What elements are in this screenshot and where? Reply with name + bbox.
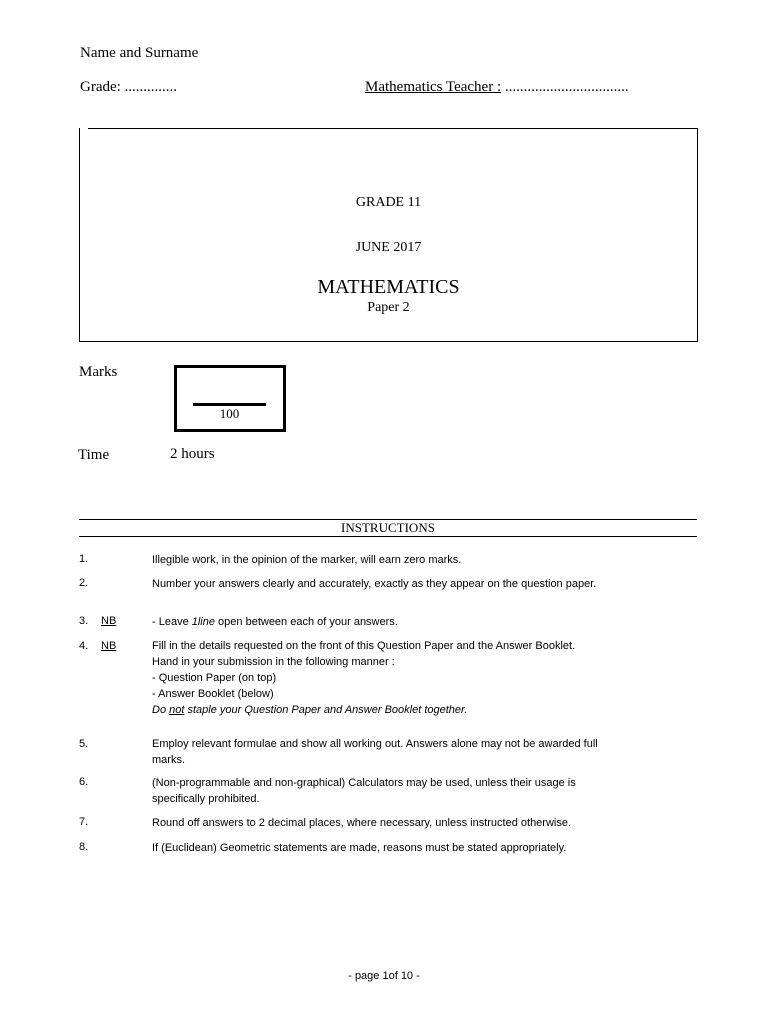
exam-date: JUNE 2017: [355, 240, 422, 255]
teacher-dots: .................................: [501, 79, 629, 95]
marks-label: Marks: [79, 364, 118, 380]
instruction-text: Illegible work, in the opinion of the marker, will earn zero marks.: [152, 554, 462, 566]
instruction-text-part: staple your Question Paper and Answer Booklet together.: [184, 704, 468, 716]
instruction-line: Hand in your submission in the following manner :: [152, 656, 395, 668]
instruction-number: 8.: [79, 841, 89, 853]
instruction-text-part: open between each of your answers.: [215, 616, 398, 628]
instruction-text-underlined: not: [169, 704, 185, 716]
marks-total: 100: [219, 406, 240, 421]
title-box-notch: [80, 124, 88, 130]
instruction-number: 3.: [79, 615, 89, 627]
instruction-number: 6.: [79, 776, 89, 788]
instruction-line: - Answer Booklet (below): [152, 688, 274, 700]
subject-title: MATHEMATICS: [317, 276, 460, 298]
title-box: [79, 128, 698, 342]
instruction-line: Fill in the details requested on the front of this Question Paper and the Answer Booklet.: [152, 640, 576, 652]
instruction-text: [152, 638, 622, 718]
instruction-text-part: Do: [152, 704, 170, 716]
instruction-text: Number your answers clearly and accurately, exactly as they appear on the question paper.: [152, 578, 597, 590]
grade-heading: GRADE 11: [355, 195, 422, 210]
instructions-heading: INSTRUCTIONS: [341, 520, 435, 535]
instruction-text: [152, 614, 622, 630]
instruction-text: If (Euclidean) Geometric statements are made, reasons must be stated appropriately.: [152, 842, 567, 854]
page-footer: - page 1of 10 -: [348, 970, 420, 982]
teacher-line: [365, 79, 629, 96]
instruction-text-italic: 1line: [191, 616, 215, 628]
instruction-line: - Question Paper (on top): [152, 672, 277, 684]
instruction-number: 7.: [79, 816, 89, 828]
time-value: 2 hours: [170, 446, 215, 462]
instruction-number: 1.: [79, 553, 89, 565]
name-and-surname-label: Name and Surname: [80, 45, 199, 61]
instruction-number: 5.: [79, 738, 89, 750]
instruction-line: [152, 702, 622, 718]
nb-marker: NB: [101, 640, 117, 652]
nb-marker: NB: [101, 615, 117, 627]
instruction-text-part: - Leave: [152, 616, 192, 628]
instruction-text: Employ relevant formulae and show all working out. Answers alone may not be awarded full marks.: [152, 738, 598, 766]
paper-number: Paper 2: [367, 300, 410, 315]
grade-label: Grade: ..............: [80, 79, 178, 95]
instruction-number: 2.: [79, 577, 89, 589]
teacher-label: Mathematics Teacher :: [365, 79, 502, 95]
instructions-rule-bottom: [79, 536, 697, 537]
instruction-number: 4.: [79, 640, 89, 652]
instruction-text: (Non-programmable and non-graphical) Calculators may be used, unless their usage is specifically prohibited.: [152, 777, 576, 805]
time-label: Time: [78, 447, 110, 463]
instruction-text: Round off answers to 2 decimal places, where necessary, unless instructed otherwise.: [152, 817, 572, 829]
